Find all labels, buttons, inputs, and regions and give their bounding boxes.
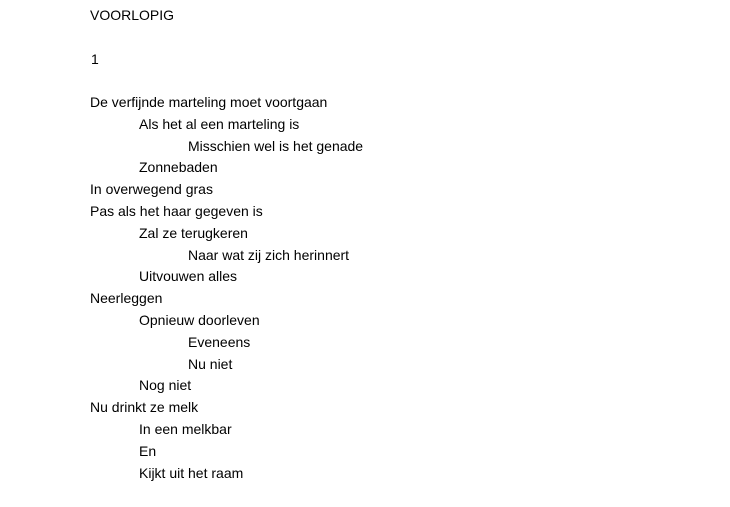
poem-line: Neerleggen bbox=[90, 290, 163, 307]
poem-line: Eveneens bbox=[188, 333, 251, 350]
poem-line: Uitvouwen alles bbox=[139, 268, 238, 285]
poem-line: Nu drinkt ze melk bbox=[90, 399, 199, 416]
poem-line: Misschien wel is het genade bbox=[188, 137, 364, 154]
poem-line: En bbox=[139, 442, 157, 459]
poem-line: Als het al een marteling is bbox=[139, 115, 300, 132]
poem-line: De verfijnde marteling moet voortgaan bbox=[90, 94, 328, 110]
poem-line: In een melkbar bbox=[139, 420, 232, 437]
poem-line: Pas als het haar gegeven is bbox=[90, 202, 263, 219]
poem-line: Zonnebaden bbox=[139, 159, 218, 176]
poem-line: In overwegend gras bbox=[90, 181, 213, 198]
poem-line: Naar wat zij zich herinnert bbox=[188, 246, 350, 263]
poem-line: Zal ze terugkeren bbox=[139, 224, 248, 241]
poem-line: Nu niet bbox=[188, 355, 233, 372]
page-title: VOORLOPIG bbox=[90, 7, 175, 23]
poem-line: Opnieuw doorleven bbox=[139, 311, 260, 328]
poem-text bbox=[90, 92, 363, 484]
poem-line: Nog niet bbox=[139, 377, 192, 394]
section-number: 1 bbox=[91, 51, 99, 67]
poem-line: Kijkt uit het raam bbox=[139, 464, 244, 481]
